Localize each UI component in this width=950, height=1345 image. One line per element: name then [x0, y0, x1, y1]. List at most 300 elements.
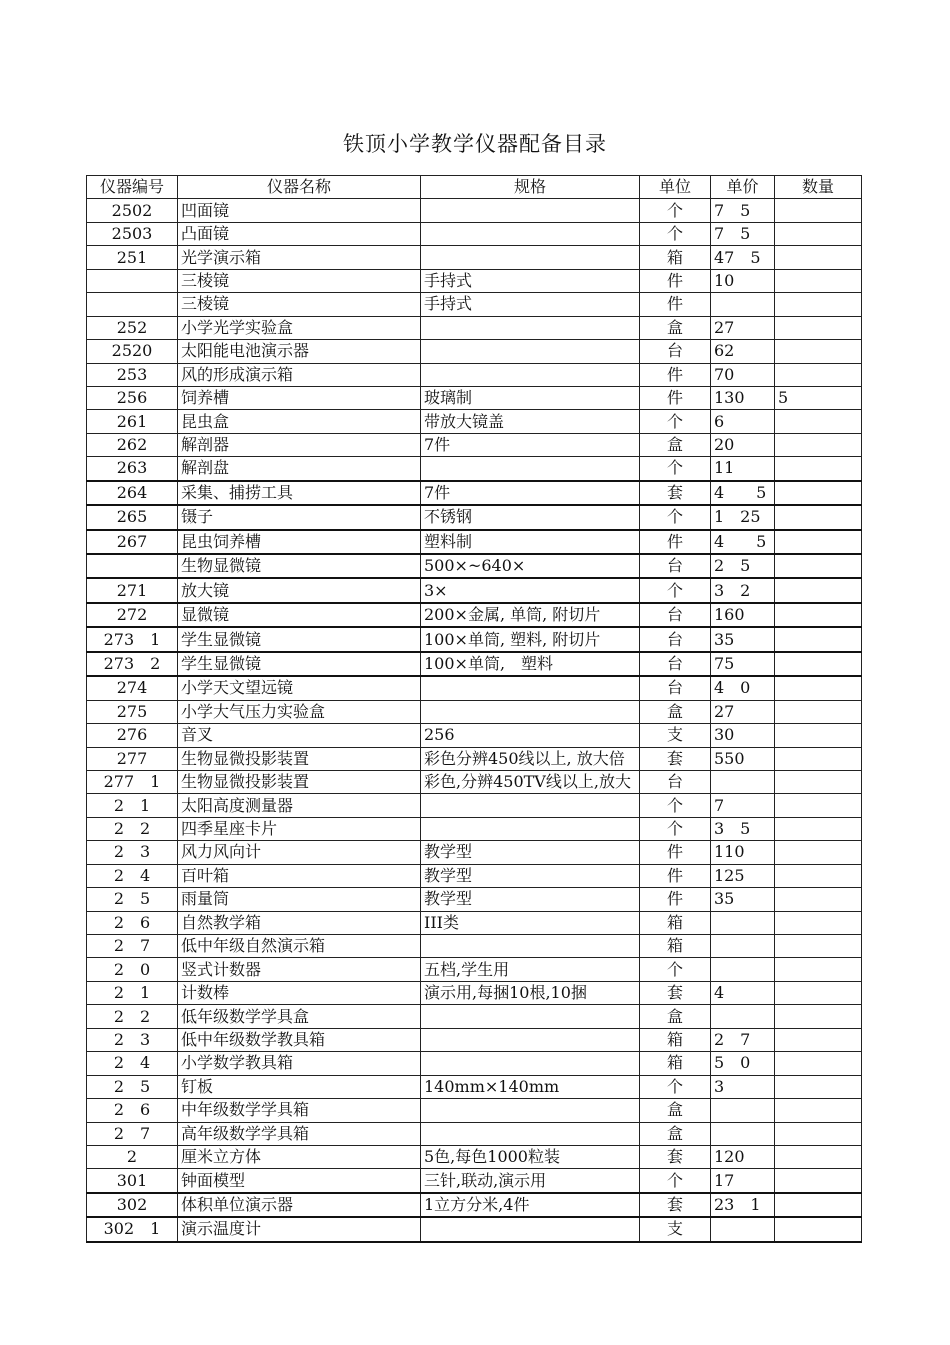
- cell-name: 百叶箱: [178, 864, 421, 887]
- cell-unit: 套: [640, 747, 711, 770]
- cell-price: [711, 1122, 775, 1145]
- cell-unit: 个: [640, 1169, 711, 1193]
- cell-name: 低中年级自然演示箱: [178, 935, 421, 958]
- cell-code: 252: [87, 316, 178, 339]
- cell-code: [87, 269, 178, 292]
- cell-qty: [775, 1169, 862, 1193]
- cell-code: 275: [87, 700, 178, 723]
- cell-price: [711, 293, 775, 316]
- cell-name: 光学演示箱: [178, 246, 421, 269]
- cell-spec: 100×单筒, 塑料, 附切片: [421, 627, 640, 651]
- cell-code: 2 7: [87, 1122, 178, 1145]
- cell-spec: 彩色分辨450线以上, 放大倍: [421, 747, 640, 770]
- cell-name: 太阳高度测量器: [178, 794, 421, 817]
- cell-spec: [421, 1217, 640, 1241]
- cell-qty: [775, 363, 862, 386]
- table-row: [87, 911, 862, 934]
- cell-qty: [775, 700, 862, 723]
- table-row: [87, 1075, 862, 1098]
- cell-name: 采集、捕捞工具: [178, 481, 421, 505]
- cell-code: 2 1: [87, 981, 178, 1004]
- cell-unit: 套: [640, 1193, 711, 1217]
- cell-price: 125: [711, 864, 775, 887]
- cell-spec: 7件: [421, 433, 640, 456]
- cell-name: 三棱镜: [178, 293, 421, 316]
- cell-qty: [775, 410, 862, 433]
- cell-unit: 盒: [640, 1099, 711, 1122]
- cell-unit: 盒: [640, 1122, 711, 1145]
- cell-unit: 箱: [640, 911, 711, 934]
- table-row: [87, 505, 862, 529]
- cell-code: 265: [87, 505, 178, 529]
- cell-qty: [775, 652, 862, 676]
- cell-unit: 件: [640, 530, 711, 554]
- cell-price: 3 5: [711, 817, 775, 840]
- cell-qty: [775, 817, 862, 840]
- cell-qty: [775, 603, 862, 627]
- table-row: [87, 530, 862, 554]
- table-row: [87, 627, 862, 651]
- cell-price: 35: [711, 888, 775, 911]
- cell-unit: 箱: [640, 935, 711, 958]
- cell-spec: 教学型: [421, 888, 640, 911]
- cell-price: 120: [711, 1145, 775, 1168]
- cell-spec: [421, 199, 640, 222]
- cell-qty: [775, 1052, 862, 1075]
- cell-price: 1 25: [711, 505, 775, 529]
- cell-price: 10: [711, 269, 775, 292]
- cell-unit: 个: [640, 505, 711, 529]
- table-row: [87, 794, 862, 817]
- cell-name: 低年级数学学具盒: [178, 1005, 421, 1028]
- cell-name: 风力风向计: [178, 841, 421, 864]
- table-row: [87, 246, 862, 269]
- cell-unit: 个: [640, 222, 711, 245]
- cell-name: 风的形成演示箱: [178, 363, 421, 386]
- cell-spec: [421, 1005, 640, 1028]
- column-header-code: 仪器编号: [87, 176, 178, 199]
- cell-code: 2 6: [87, 911, 178, 934]
- cell-qty: [775, 1217, 862, 1241]
- cell-unit: 盒: [640, 433, 711, 456]
- cell-name: 钟面模型: [178, 1169, 421, 1193]
- cell-name: 镊子: [178, 505, 421, 529]
- cell-qty: [775, 911, 862, 934]
- cell-code: 271: [87, 578, 178, 602]
- cell-unit: 个: [640, 578, 711, 602]
- table-row: [87, 578, 862, 602]
- cell-spec: [421, 676, 640, 700]
- cell-price: 4 5: [711, 530, 775, 554]
- cell-code: 2 3: [87, 1028, 178, 1051]
- cell-code: 256: [87, 386, 178, 409]
- table-row: [87, 1028, 862, 1051]
- cell-price: 27: [711, 316, 775, 339]
- cell-price: 4 0: [711, 676, 775, 700]
- cell-spec: 教学型: [421, 864, 640, 887]
- cell-spec: [421, 363, 640, 386]
- cell-code: 253: [87, 363, 178, 386]
- cell-spec: [421, 794, 640, 817]
- cell-name: 学生显微镜: [178, 652, 421, 676]
- table-row: [87, 1217, 862, 1241]
- table-row: [87, 1122, 862, 1145]
- cell-price: 3: [711, 1075, 775, 1098]
- cell-qty: [775, 935, 862, 958]
- table-row: [87, 817, 862, 840]
- cell-code: 2 2: [87, 817, 178, 840]
- cell-qty: [775, 433, 862, 456]
- cell-unit: 箱: [640, 1052, 711, 1075]
- cell-qty: [775, 1099, 862, 1122]
- table-row: [87, 1145, 862, 1168]
- cell-price: 110: [711, 841, 775, 864]
- cell-qty: [775, 199, 862, 222]
- cell-price: 7: [711, 794, 775, 817]
- cell-unit: 支: [640, 724, 711, 747]
- cell-code: 263: [87, 457, 178, 481]
- cell-qty: [775, 724, 862, 747]
- column-header-spec: 规格: [421, 176, 640, 199]
- table-row: [87, 554, 862, 578]
- table-row: [87, 269, 862, 292]
- cell-name: 昆虫盒: [178, 410, 421, 433]
- table-row: [87, 603, 862, 627]
- table-row: [87, 222, 862, 245]
- cell-code: 2 6: [87, 1099, 178, 1122]
- table-row: [87, 864, 862, 887]
- cell-code: 273 2: [87, 652, 178, 676]
- table-row: [87, 340, 862, 363]
- cell-code: 251: [87, 246, 178, 269]
- cell-name: 解剖器: [178, 433, 421, 456]
- cell-unit: 盒: [640, 1005, 711, 1028]
- cell-name: 自然教学箱: [178, 911, 421, 934]
- cell-code: 277 1: [87, 770, 178, 793]
- cell-unit: 件: [640, 269, 711, 292]
- cell-price: 30: [711, 724, 775, 747]
- cell-code: 2503: [87, 222, 178, 245]
- cell-code: 2 3: [87, 841, 178, 864]
- cell-name: 小学数学教具箱: [178, 1052, 421, 1075]
- cell-name: 生物显微投影装置: [178, 770, 421, 793]
- cell-unit: 台: [640, 652, 711, 676]
- cell-unit: 个: [640, 794, 711, 817]
- cell-name: 雨量筒: [178, 888, 421, 911]
- cell-qty: [775, 457, 862, 481]
- cell-name: 体积单位演示器: [178, 1193, 421, 1217]
- table-row: [87, 457, 862, 481]
- cell-spec: 不锈钢: [421, 505, 640, 529]
- cell-code: 2 0: [87, 958, 178, 981]
- cell-unit: 台: [640, 603, 711, 627]
- table-row: [87, 316, 862, 339]
- cell-unit: 件: [640, 864, 711, 887]
- cell-spec: 教学型: [421, 841, 640, 864]
- cell-name: 凹面镜: [178, 199, 421, 222]
- cell-code: 2520: [87, 340, 178, 363]
- cell-spec: [421, 817, 640, 840]
- cell-qty: [775, 316, 862, 339]
- cell-spec: 200×金属, 单筒, 附切片: [421, 603, 640, 627]
- cell-name: 演示温度计: [178, 1217, 421, 1241]
- cell-unit: 件: [640, 386, 711, 409]
- cell-qty: [775, 505, 862, 529]
- cell-spec: 演示用,每捆10根,10捆: [421, 981, 640, 1004]
- cell-qty: [775, 554, 862, 578]
- cell-code: 2 4: [87, 1052, 178, 1075]
- cell-price: 2 7: [711, 1028, 775, 1051]
- cell-price: 2 5: [711, 554, 775, 578]
- cell-qty: [775, 1005, 862, 1028]
- cell-qty: [775, 958, 862, 981]
- table-row: [87, 888, 862, 911]
- cell-spec: 1立方分米,4件: [421, 1193, 640, 1217]
- cell-unit: 套: [640, 481, 711, 505]
- cell-qty: [775, 1193, 862, 1217]
- cell-spec: [421, 1122, 640, 1145]
- cell-price: 5 0: [711, 1052, 775, 1075]
- cell-code: 277: [87, 747, 178, 770]
- column-header-unit: 单位: [640, 176, 711, 199]
- table-row: [87, 1193, 862, 1217]
- cell-qty: [775, 246, 862, 269]
- cell-price: 4: [711, 981, 775, 1004]
- cell-price: 7 5: [711, 222, 775, 245]
- cell-unit: 支: [640, 1217, 711, 1241]
- cell-qty: [775, 530, 862, 554]
- cell-qty: [775, 1028, 862, 1051]
- cell-spec: 带放大镜盖: [421, 410, 640, 433]
- column-header-name: 仪器名称: [178, 176, 421, 199]
- cell-unit: 个: [640, 1075, 711, 1098]
- cell-code: 301: [87, 1169, 178, 1193]
- cell-spec: [421, 316, 640, 339]
- instrument-catalog-table: [86, 175, 862, 1243]
- table-row: [87, 433, 862, 456]
- column-header-qty: 数量: [775, 176, 862, 199]
- cell-spec: 三针,联动,演示用: [421, 1169, 640, 1193]
- cell-unit: 台: [640, 770, 711, 793]
- cell-spec: [421, 1099, 640, 1122]
- cell-spec: 7件: [421, 481, 640, 505]
- cell-price: 70: [711, 363, 775, 386]
- cell-price: [711, 935, 775, 958]
- table-row: [87, 1052, 862, 1075]
- cell-code: 2502: [87, 199, 178, 222]
- cell-name: 学生显微镜: [178, 627, 421, 651]
- cell-price: 75: [711, 652, 775, 676]
- cell-code: 276: [87, 724, 178, 747]
- cell-price: 550: [711, 747, 775, 770]
- cell-qty: [775, 888, 862, 911]
- cell-price: 62: [711, 340, 775, 363]
- cell-name: 音叉: [178, 724, 421, 747]
- cell-unit: 个: [640, 457, 711, 481]
- cell-price: [711, 770, 775, 793]
- cell-price: 7 5: [711, 199, 775, 222]
- cell-spec: 256: [421, 724, 640, 747]
- cell-spec: 手持式: [421, 293, 640, 316]
- cell-qty: [775, 269, 862, 292]
- cell-spec: III类: [421, 911, 640, 934]
- cell-qty: [775, 1145, 862, 1168]
- cell-price: 23 1: [711, 1193, 775, 1217]
- cell-price: [711, 958, 775, 981]
- cell-code: 302 1: [87, 1217, 178, 1241]
- cell-qty: [775, 293, 862, 316]
- cell-code: 262: [87, 433, 178, 456]
- cell-spec: 5色,每色1000粒装: [421, 1145, 640, 1168]
- table-row: [87, 363, 862, 386]
- cell-price: 47 5: [711, 246, 775, 269]
- cell-code: 264: [87, 481, 178, 505]
- cell-name: 凸面镜: [178, 222, 421, 245]
- cell-spec: 玻璃制: [421, 386, 640, 409]
- cell-name: 饲养槽: [178, 386, 421, 409]
- cell-code: [87, 293, 178, 316]
- cell-name: 竖式计数器: [178, 958, 421, 981]
- cell-spec: 140mm×140mm: [421, 1075, 640, 1098]
- cell-qty: [775, 222, 862, 245]
- cell-price: [711, 1217, 775, 1241]
- table-row: [87, 935, 862, 958]
- cell-qty: [775, 627, 862, 651]
- cell-code: 273 1: [87, 627, 178, 651]
- cell-unit: 件: [640, 888, 711, 911]
- cell-name: 钉板: [178, 1075, 421, 1098]
- cell-unit: 台: [640, 627, 711, 651]
- cell-spec: 100×单筒, 塑料: [421, 652, 640, 676]
- cell-unit: 件: [640, 293, 711, 316]
- cell-name: 中年级数学学具箱: [178, 1099, 421, 1122]
- cell-spec: 手持式: [421, 269, 640, 292]
- cell-code: 274: [87, 676, 178, 700]
- cell-spec: 塑料制: [421, 530, 640, 554]
- cell-price: 130: [711, 386, 775, 409]
- cell-name: 高年级数学学具箱: [178, 1122, 421, 1145]
- cell-code: 2: [87, 1145, 178, 1168]
- cell-name: 生物显微投影装置: [178, 747, 421, 770]
- cell-name: 显微镜: [178, 603, 421, 627]
- cell-code: 302: [87, 1193, 178, 1217]
- cell-name: 小学大气压力实验盒: [178, 700, 421, 723]
- table-row: [87, 676, 862, 700]
- cell-spec: [421, 457, 640, 481]
- table-row: [87, 724, 862, 747]
- table-row: [87, 1005, 862, 1028]
- cell-spec: [421, 1052, 640, 1075]
- table-row: [87, 1099, 862, 1122]
- table-row: [87, 841, 862, 864]
- cell-code: 261: [87, 410, 178, 433]
- cell-code: [87, 554, 178, 578]
- cell-unit: 件: [640, 363, 711, 386]
- column-header-price: 单价: [711, 176, 775, 199]
- cell-unit: 个: [640, 817, 711, 840]
- table-row: [87, 293, 862, 316]
- table-row: [87, 481, 862, 505]
- cell-price: 20: [711, 433, 775, 456]
- cell-name: 小学光学实验盒: [178, 316, 421, 339]
- cell-price: [711, 1005, 775, 1028]
- cell-qty: [775, 864, 862, 887]
- cell-qty: [775, 1075, 862, 1098]
- cell-name: 太阳能电池演示器: [178, 340, 421, 363]
- cell-code: 2 7: [87, 935, 178, 958]
- cell-unit: 套: [640, 1145, 711, 1168]
- cell-qty: [775, 747, 862, 770]
- cell-qty: 5: [775, 386, 862, 409]
- cell-spec: [421, 222, 640, 245]
- cell-spec: 彩色,分辨450TV线以上,放大: [421, 770, 640, 793]
- cell-code: 2 2: [87, 1005, 178, 1028]
- table-row: [87, 700, 862, 723]
- cell-qty: [775, 340, 862, 363]
- cell-unit: 套: [640, 981, 711, 1004]
- cell-unit: 个: [640, 199, 711, 222]
- cell-qty: [775, 794, 862, 817]
- cell-spec: [421, 700, 640, 723]
- cell-name: 解剖盘: [178, 457, 421, 481]
- cell-price: 27: [711, 700, 775, 723]
- cell-name: 厘米立方体: [178, 1145, 421, 1168]
- cell-qty: [775, 981, 862, 1004]
- cell-unit: 台: [640, 676, 711, 700]
- cell-price: 6: [711, 410, 775, 433]
- table-row: [87, 386, 862, 409]
- cell-name: 低中年级数学教具箱: [178, 1028, 421, 1051]
- cell-unit: 台: [640, 340, 711, 363]
- cell-price: [711, 911, 775, 934]
- cell-spec: 3×: [421, 578, 640, 602]
- cell-unit: 个: [640, 410, 711, 433]
- cell-name: 昆虫饲养槽: [178, 530, 421, 554]
- cell-name: 生物显微镜: [178, 554, 421, 578]
- cell-name: 四季星座卡片: [178, 817, 421, 840]
- cell-unit: 件: [640, 841, 711, 864]
- cell-spec: 500×~640×: [421, 554, 640, 578]
- cell-code: 272: [87, 603, 178, 627]
- cell-unit: 箱: [640, 246, 711, 269]
- cell-code: 2 1: [87, 794, 178, 817]
- cell-unit: 个: [640, 958, 711, 981]
- cell-price: 4 5: [711, 481, 775, 505]
- cell-qty: [775, 1122, 862, 1145]
- cell-price: 160: [711, 603, 775, 627]
- cell-price: 17: [711, 1169, 775, 1193]
- cell-code: 2 4: [87, 864, 178, 887]
- cell-unit: 盒: [640, 700, 711, 723]
- cell-unit: 盒: [640, 316, 711, 339]
- cell-spec: [421, 935, 640, 958]
- cell-code: 267: [87, 530, 178, 554]
- cell-code: 2 5: [87, 888, 178, 911]
- cell-qty: [775, 676, 862, 700]
- cell-spec: [421, 1028, 640, 1051]
- cell-spec: [421, 340, 640, 363]
- table-header-row: [87, 176, 862, 199]
- cell-qty: [775, 770, 862, 793]
- table-row: [87, 1169, 862, 1193]
- cell-price: 35: [711, 627, 775, 651]
- page-title: 铁顶小学教学仪器配备目录: [343, 132, 607, 156]
- table-row: [87, 652, 862, 676]
- cell-price: 11: [711, 457, 775, 481]
- cell-name: 三棱镜: [178, 269, 421, 292]
- cell-price: 3 2: [711, 578, 775, 602]
- cell-qty: [775, 578, 862, 602]
